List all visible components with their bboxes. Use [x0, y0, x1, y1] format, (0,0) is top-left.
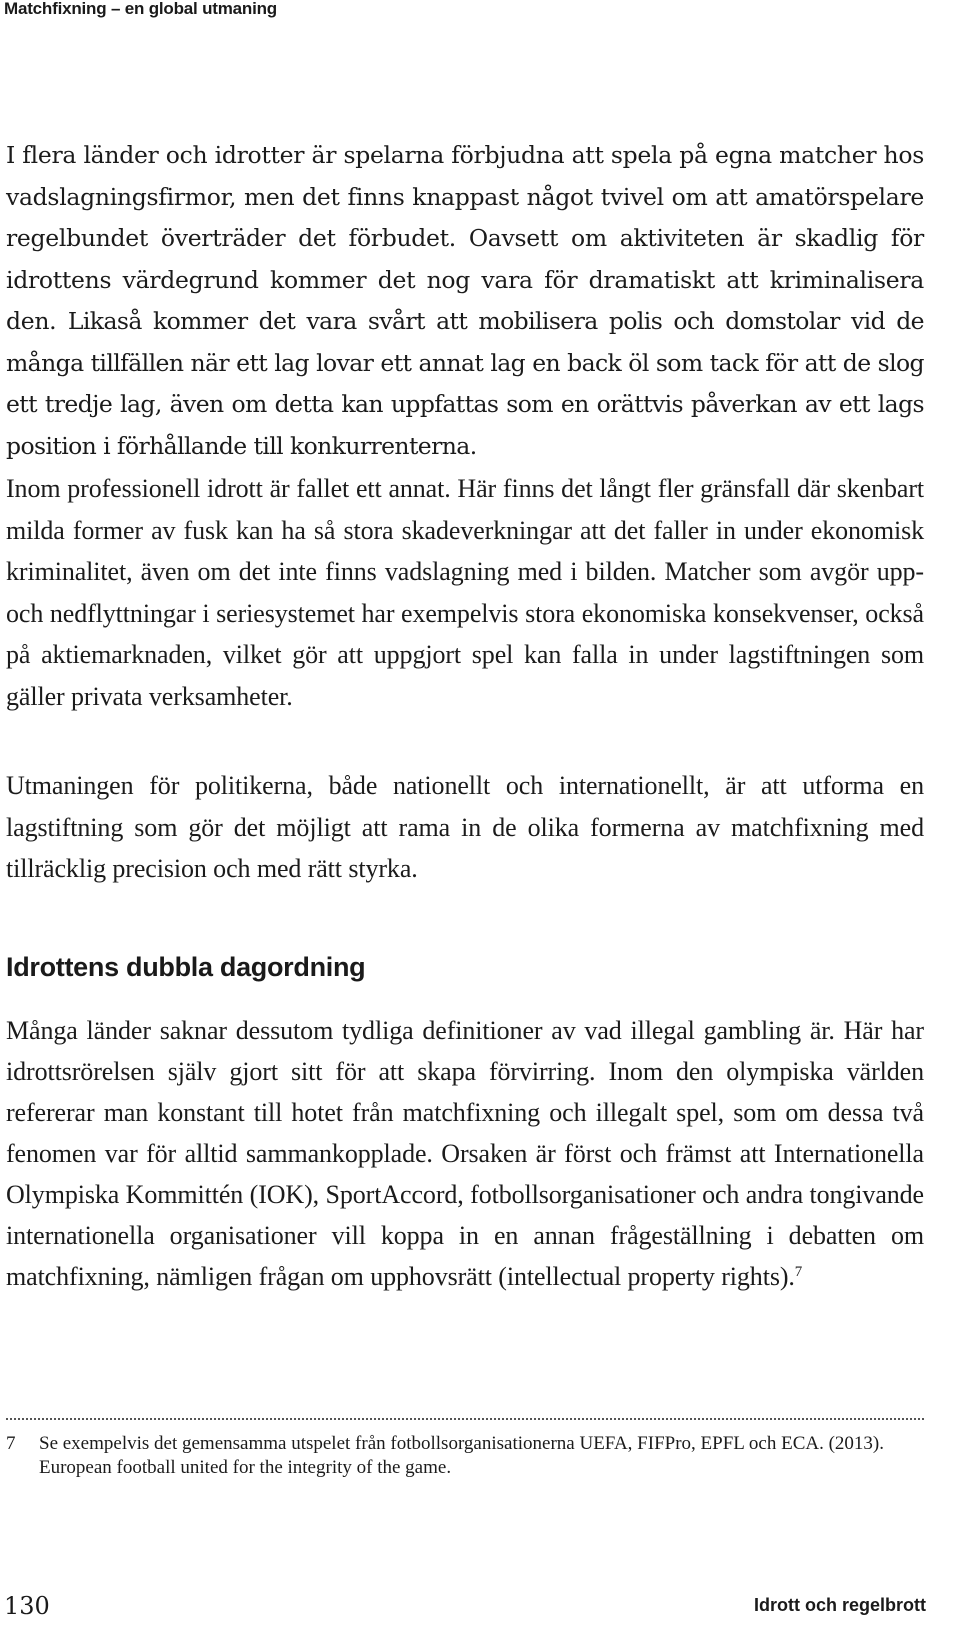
- paragraph-1: [6, 135, 924, 467]
- page-number: 130: [4, 1592, 50, 1620]
- footnote-text: Se exempelvis det gemensamma utspelet från fotbollsorganisationerna UEFA, FIFPro, EPFL och ECA. (2013). European football united for the integrity of the game.: [39, 1433, 885, 1478]
- running-footer: Idrott och regelbrott: [754, 1595, 926, 1615]
- paragraph-4-text: Många länder saknar dessutom tydliga definitioner av vad illegal gambling är. Här har idrottsrörelsen själv gjort sitt för att skapa förvirring. Inom den olympiska världen refererar man konstant till hotet från matchfixning och illegalt spel, som om dessa två fenomen var för alltid sammankopplade. Orsaken är först och främst att Internationella Olympiska Kommittén (IOK), SportAccord, fotbollsorganisationer och andra tongivande internationella organisationer vill koppa in en annan frågeställning i debatten om matchfixning, nämligen frågan om upphovsrätt (intellectual property rights).: [6, 1016, 924, 1291]
- footnote-number: 7: [6, 1433, 16, 1454]
- paragraph-3-text: Utmaningen för politikerna, både nationellt och internationellt, är att utforma en lagstiftning som gör det möjligt att rama in de olika formerna av matchfixning med tillräcklig precision och med rätt styrka.: [6, 771, 924, 883]
- footnote-divider: [6, 1418, 924, 1420]
- paragraph-2-text: Inom professionell idrott är fallet ett annat. Här finns det långt fler gränsfall där skenbart milda former av fusk kan ha så stora skadeverkningar att det faller in under ekonomisk kriminalitet, även om det inte finns vadslagning med i bilden. Matcher som avgör upp- och nedflyttningar i seriesystemet har exempelvis stora ekonomiska konsekvenser, också på aktiemarknaden, vilket gör att uppgjort spel kan falla in under lagstiftningen som gäller privata verksamheter.: [6, 474, 924, 711]
- section-heading: Idrottens dubbla dagordning: [6, 952, 366, 982]
- footnote-reference[interactable]: 7: [794, 1264, 803, 1280]
- paragraph-3: [6, 765, 924, 890]
- paragraph-2: [6, 468, 924, 717]
- running-header: Matchfixning – en global utmaning: [4, 0, 277, 18]
- paragraph-1-part-a: I flera länder och idrotter är spelarna förbjudna att spela på egna matcher hos vadslagningsfirmor, men det finns knappast något tvivel om att amatörspelare regelbundet överträder det förbudet. Oavsett om aktiviteten är skadlig för idrottens värdegrund kommer det nog vara för dramatiskt att kriminalisera den.: [6, 141, 924, 335]
- footnote: [6, 1432, 924, 1480]
- paragraph-4: [6, 1010, 924, 1297]
- paragraph-1-part-b: Likaså kommer det vara svårt att mobilisera polis och domstolar vid de många tillfällen när ett lag lovar ett annat lag en back öl som tack för att de slog ett tredje lag, även om detta kan uppfattas som en orättvis påverkan av ett lags position i förhållande till konkurrenterna.: [6, 307, 924, 460]
